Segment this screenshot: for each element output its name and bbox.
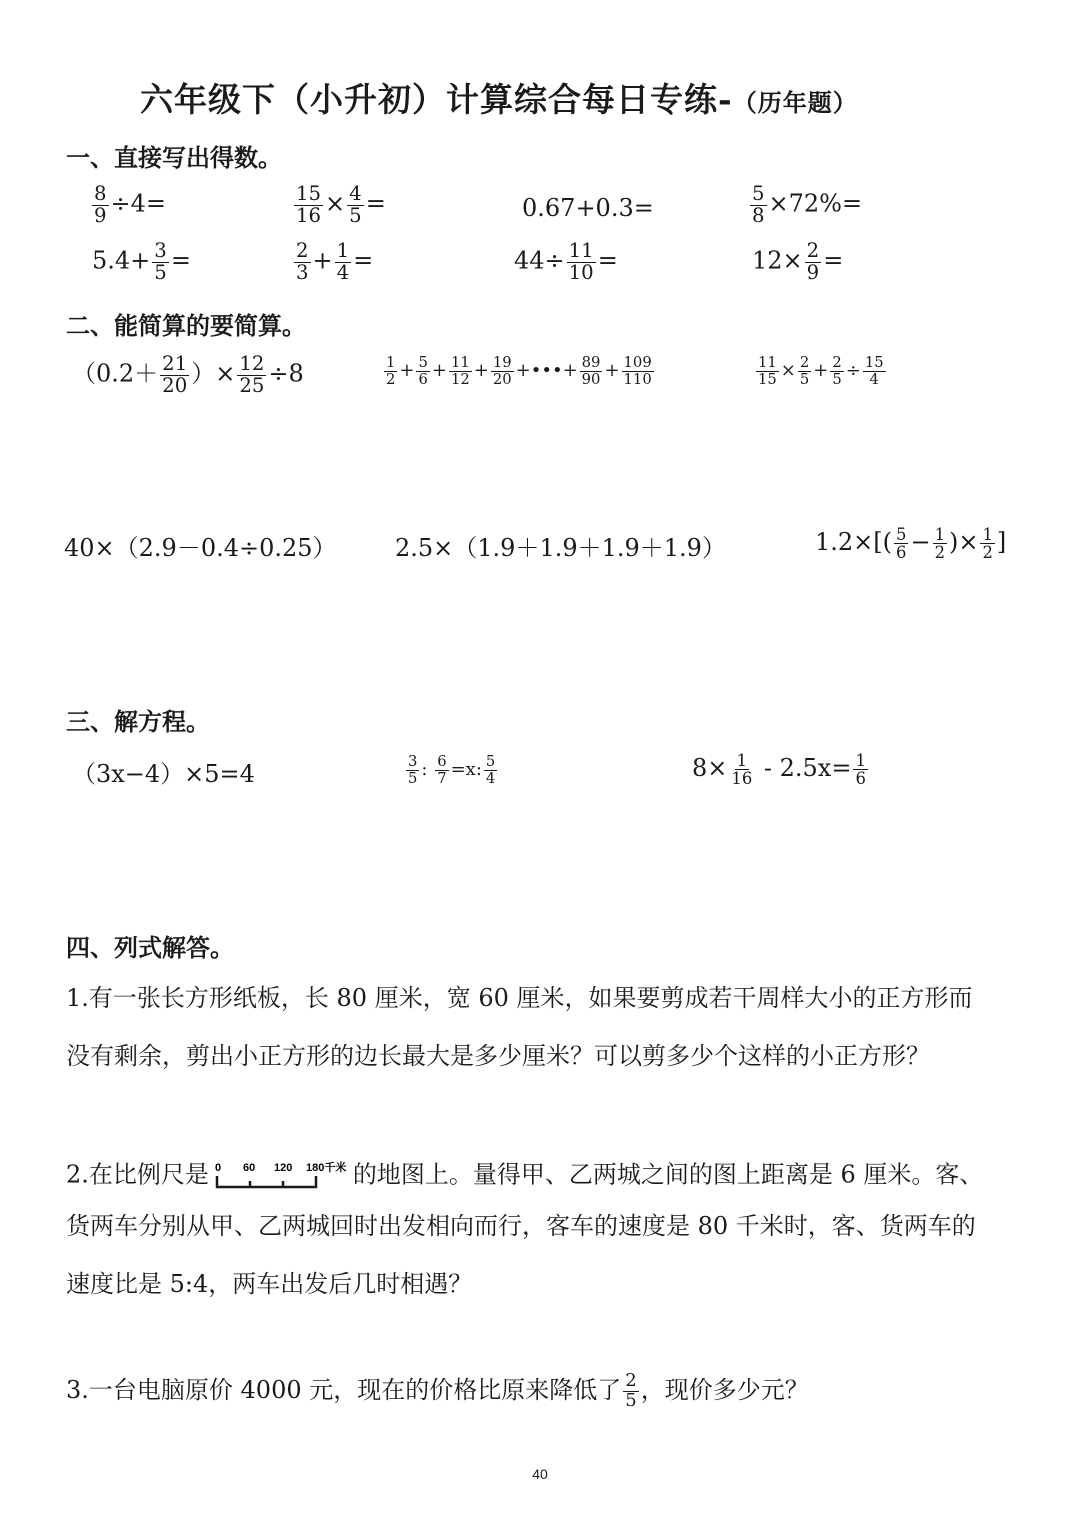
section4-heading: 四、列式解答。: [66, 933, 234, 962]
problem-3: 3.一台电脑原价 4000 元，现在的价格比原来降低了 $\frac{2}{5}$ ，现价多少元？: [66, 1370, 809, 1411]
s1-item-4: $\frac{5}{8}$ ×72%=: [752, 182, 863, 227]
fraction: $\frac{2}{5}$: [832, 354, 842, 388]
fraction: $\frac{5}{8}$: [752, 182, 765, 227]
s3-equation-1: （3x−4）×5=4: [72, 760, 255, 788]
fraction: $\frac{1}{2}$: [934, 525, 945, 563]
fraction: $\frac{2}{9}$: [806, 239, 820, 284]
title-sub: （历年题）: [732, 88, 858, 117]
s1-item-2: $\frac{15}{16}$ × $\frac{4}{5}$ =: [296, 182, 386, 227]
fraction: $\frac{1}{2}$: [982, 525, 993, 563]
s2-expr-5: 2.5×（1.9＋1.9＋1.9＋1.9）: [395, 534, 726, 562]
s1-item-5: 5.4+ $\frac{3}{5}$ =: [92, 239, 191, 284]
fraction: $\frac{109}{110}$: [623, 354, 652, 388]
problem-1-line-1: 1.有一张长方形纸板，长 80 厘米，宽 60 厘米，如果要剪成若干周样大小的正方形而: [66, 984, 973, 1012]
fraction: $\frac{21}{20}$: [162, 352, 188, 397]
section3-heading: 三、解方程。: [66, 707, 210, 736]
fraction: $\frac{5}{6}$: [896, 525, 907, 563]
fraction: $\frac{1}{2}$: [386, 354, 396, 388]
fraction: $\frac{89}{90}$: [581, 354, 601, 388]
svg-text:180千米: 180千米: [305, 1162, 347, 1174]
s1-item-1: $\frac{8}{9}$ ÷4=: [94, 182, 167, 227]
s2-expr-6: 1.2×[( $\frac{5}{6}$ − $\frac{1}{2}$ )× $\frac{1}{2}$ ]: [815, 525, 1007, 563]
fraction: $\frac{5}{6}$: [418, 354, 428, 388]
fraction: $\frac{3}{5}$: [154, 239, 167, 284]
problem-1-line-2: 没有剩余，剪出小正方形的边长最大是多少厘米？可以剪多少个这样的小正方形？: [66, 1042, 930, 1070]
fraction: $\frac{1}{4}$: [336, 239, 350, 284]
s2-expr-4: 40×（2.9－0.4÷0.25）: [64, 534, 337, 562]
s3-equation-2: $\frac{3}{5}$ : $\frac{6}{7}$ =x: $\frac{5}{4}$: [408, 753, 496, 787]
fraction: $\frac{12}{25}$: [239, 352, 265, 397]
page-number: 40: [532, 1466, 548, 1482]
svg-text:120: 120: [273, 1162, 293, 1174]
fraction: $\frac{3}{5}$: [408, 753, 418, 787]
fraction: $\frac{4}{5}$: [349, 182, 362, 227]
fraction: $\frac{2}{3}$: [296, 239, 309, 284]
page-title: [140, 74, 858, 121]
s1-item-8: 12× $\frac{2}{9}$ =: [752, 239, 844, 284]
fraction: $\frac{2}{5}$: [625, 1370, 637, 1411]
problem-2-line-2: 货两车分别从甲、乙两城回时出发相向而行，客车的速度是 80 千米时，客、货两车的: [66, 1212, 976, 1240]
fraction: $\frac{19}{20}$: [492, 354, 512, 388]
fraction: $\frac{11}{10}$: [568, 239, 594, 284]
scale-bar-icon: [211, 1158, 351, 1194]
fraction: $\frac{2}{5}$: [799, 354, 810, 388]
fraction: $\frac{6}{7}$: [437, 753, 447, 787]
problem-2-line-3: 速度比是 5:4，两车出发后几时相遇？: [66, 1270, 473, 1298]
fraction: $\frac{11}{12}$: [450, 354, 470, 388]
fraction: $\frac{11}{15}$: [758, 354, 777, 388]
section2-heading: 二、能简算的要简算。: [66, 311, 306, 340]
fraction: $\frac{1}{16}$: [731, 751, 753, 789]
svg-text:0: 0: [214, 1162, 222, 1174]
s3-equation-3: 8× $\frac{1}{16}$ - 2.5x= $\frac{1}{6}$: [692, 751, 866, 789]
s1-item-3: 0.67+0.3=: [522, 194, 654, 222]
problem-2-line-1: 2.在比例尺是 0 60 120 180千米 的地图上。量得甲、乙两城之间的图上距离是 6 厘米。客、: [66, 1158, 983, 1194]
section1-heading: 一、直接写出得数。: [66, 143, 282, 172]
s2-expr-3: $\frac{11}{15}$ × $\frac{2}{5}$ + $\frac{2}{5}$ ÷ $\frac{15}{4}$: [758, 354, 884, 388]
s2-expr-1: （0.2＋ $\frac{21}{20}$ ）× $\frac{12}{25}$ ÷8: [72, 352, 304, 397]
ellipsis-dots: •••: [530, 360, 563, 381]
fraction: $\frac{15}{4}$: [864, 354, 884, 388]
s2-expr-2: $\frac{1}{2}$ + $\frac{5}{6}$ + $\frac{11}{12}$ + $\frac{19}{20}$ +•••+ $\frac{89}{90}$ + $\frac{109}{110}$: [386, 354, 652, 388]
s1-item-7: 44÷ $\frac{11}{10}$ =: [514, 239, 618, 284]
title-main: 六年级下（小升初）计算综合每日专练-: [140, 80, 733, 119]
fraction: $\frac{5}{4}$: [485, 753, 496, 787]
fraction: $\frac{8}{9}$: [94, 182, 107, 227]
svg-text:60: 60: [242, 1162, 256, 1174]
fraction: $\frac{1}{6}$: [855, 751, 866, 789]
s1-item-6: $\frac{2}{3}$ + $\frac{1}{4}$ =: [296, 239, 374, 284]
fraction: $\frac{15}{16}$: [296, 182, 322, 227]
